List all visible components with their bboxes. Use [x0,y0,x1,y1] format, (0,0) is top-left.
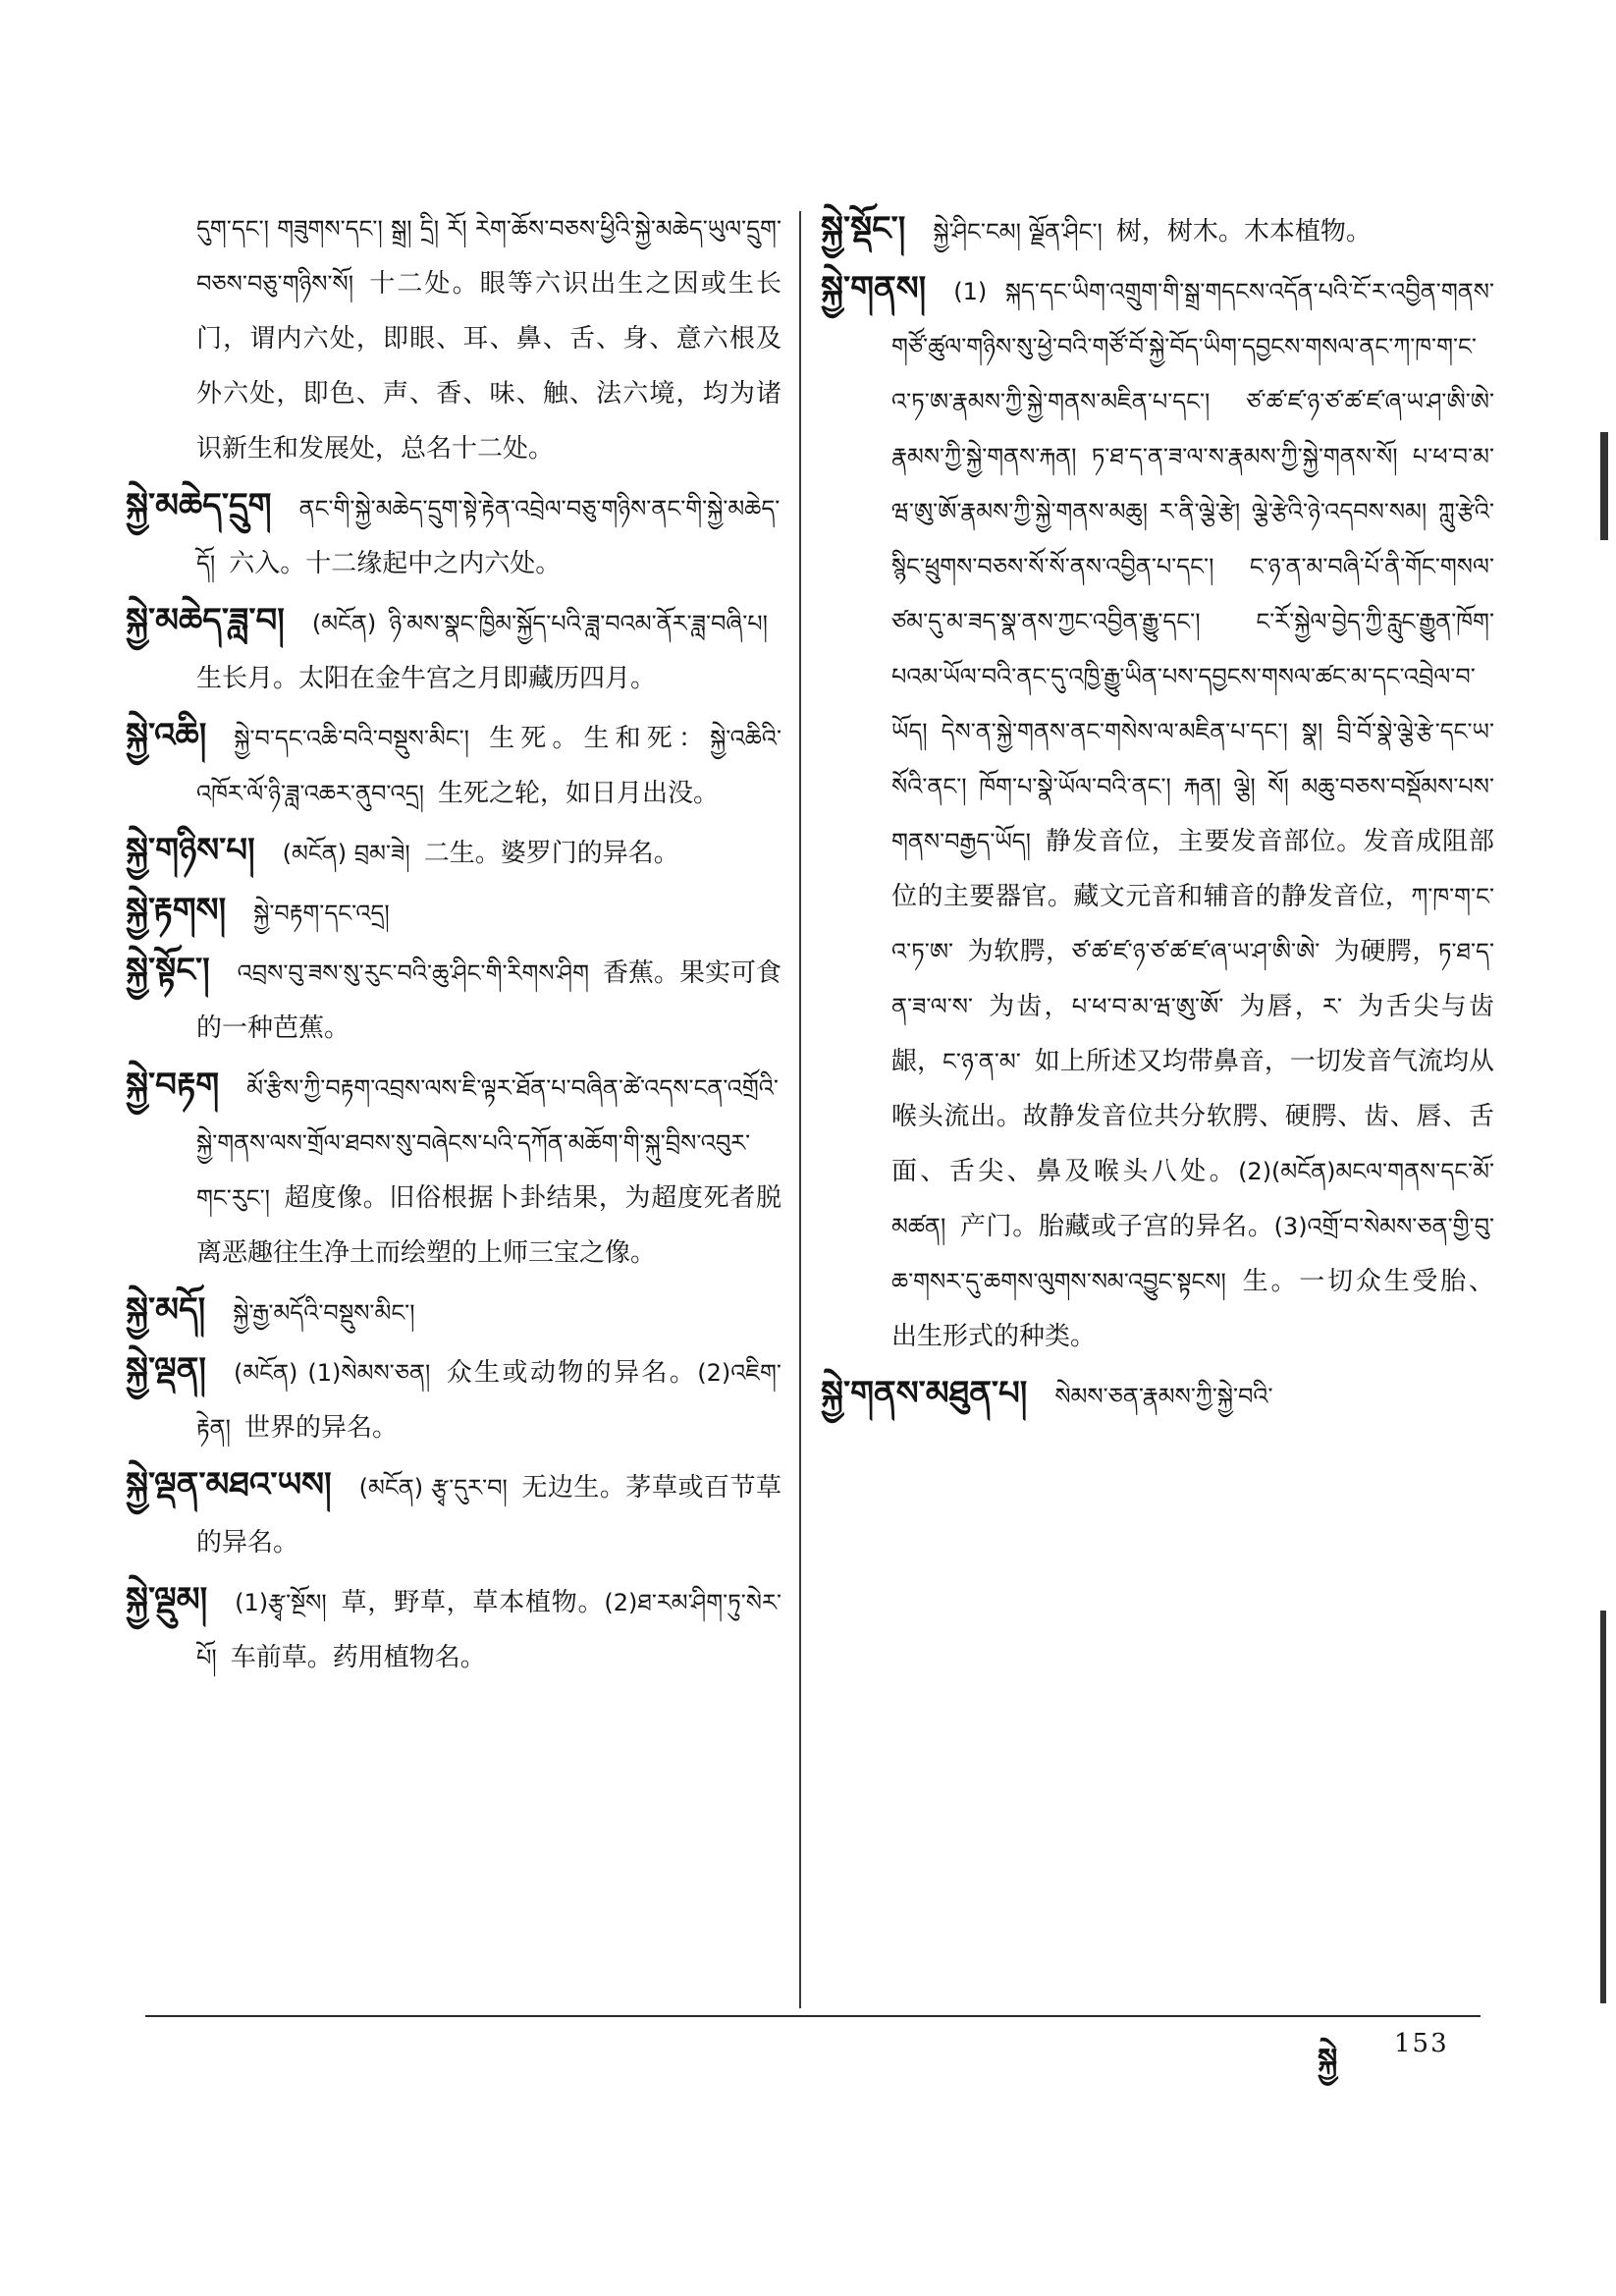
headword: སྐྱེ་མཆེད་དྲུག [126,486,272,525]
chinese-definition: 车前草。药用植物名。 [230,1643,486,1672]
margin-mark [1600,1611,1606,2003]
dictionary-entry [126,593,781,706]
chinese-definition: 十二处。眼等六识出生之因或生长门，谓内六处，即眼、耳、鼻、舌、身、意六根及外六处，即色、声、香、味、触、法六境，均为诸识新生和发展处，总名十二处。 [196,269,781,464]
chinese-definition: 生死之轮，如日月出没。 [438,779,720,808]
chinese-definition: 为软腭， [967,937,1072,966]
dictionary-entry [126,708,781,821]
tibetan-definition: སྐྱེ་བརྟག་དང་འདྲ། [253,900,390,927]
dictionary-entry [126,1342,781,1455]
dictionary-entry [126,1283,781,1340]
tibetan-definition: (1) སྐད་དང་ཡིག་འགྲུག་གི་སྒྲ་གདངས་འདོན་པའི་ངོ་ར་འབྱིན་གནས་གཙོ་ཚུལ་གཉིས་སུ་ཕྱེ་བའི་གཙོ་བོ་སྐྱེ་བོད་ཡིག་དབྱངས་གསལ་ནང་ཀ་ཁ་ག་ང་འ་ཏ་ཨ་རྣམས་ཀྱི་སྐྱེ་གནས་མཇིན་པ་དང་། ཙ་ཚ་ཛ་ཉ་ཙ་ཚ་ཛ་ཞ་ཡ་ཤ་ཨི་ཨེ་རྣམས་ཀྱི་སྐྱེ་གནས་རྐན། ཏ་ཐ་ད་ན་ཟ་ལ་ས་རྣམས་ཀྱི་སྐྱེ་གནས་སོ། པ་ཕ་བ་མ་ཝ་ཨུ་ཨོ་རྣམས་ཀྱི་སྐྱེ་གནས་མཆུ། ར་ནི་ལྕེ་རྩེ། ལྕེ་རྩེའི་ཉེ་འདབས་སམ། ཀླུ་རྩེའི་སྙིང་ཕྲུགས་བཅས་སོ་སོ་ནས་འབྱིན་པ་དང་། ང་ཉ་ན་མ་བཞི་པོ་ནི་གོང་གསལ་ཙམ་དུ་མ་ཟད་སྣ་ནས་ཀྱང་འབྱིན་རྒྱུ་དང་། ང་རོ་སྐྱེལ་བྱེད་ཀྱི་རླུང་རྒྱུན་ཁོག་པའམ་ཡོལ་བའི་ནང་དུ་འཁྱི་རྒྱུ་ཡིན་པས་དབྱངས་གསལ་ཚང་མ་དང་འབྲེལ་བ་ཡོད། དེས་ན་སྐྱེ་གནས་ནང་གསེས་ལ་མཇིན་པ་དང་། སྣ། བྲི་བོ་སྣེ་ལྕེ་རྩེ་དང་ཡ་སོའི་ནང་། ཁོག་པ་སྣེ་ཡོལ་བའི་ནང་། རྐན། ལྕེ། སོ། མཆུ་བཅས་བསྡོམས་པས་གནས་བརྒྱད་ཡོད། [891,278,1494,855]
right-column [821,201,1494,1426]
headword: སྐྱེ་གནས། [821,269,927,308]
tibetan-definition: སྐྱེ་བ་དང་འཆི་བའི་བསྡུས་མིང་། [234,725,469,752]
headword: སྐྱེ་མདོ། [126,1290,206,1330]
tibetan-definition: ནང་གི་སྐྱེ་མཆེད་དྲུག་སྟེ་རྟེན་འབྲེལ་བཅུ་གཉིས་ནང་གི་སྐྱེ་མཆེད་དོ། [196,495,781,577]
page-number: 153 [1394,2029,1449,2058]
tibetan-definition: མོ་རྩིས་ཀྱི་བརྟག་འབྲས་ལས་ཇི་ལྟར་ཐོན་པ་བཞིན་ཚེ་འདས་ངན་འགྲོའི་སྐྱེ་གནས་ལས་གྲོལ་ཐབས་སུ་བཞེངས་པའི་དཀོན་མཆོག་གི་སྐུ་བྲིས་འབུར་གང་རུང་། [196,1074,779,1212]
chinese-definition: 为唇， [1237,992,1323,1021]
dictionary-entry [126,1457,781,1570]
headword: སྐྱེ་མཆེད་ཟླ་བ། [126,601,285,640]
chinese-definition: 生长月。太阳在金牛宫之月即藏历四月。 [196,664,657,693]
tibetan-definition: (མངོན) བྲམ་ཟེ། [282,840,410,867]
tibetan-definition: (མངོན) རྩྭ་དུར་བ། [358,1474,508,1502]
tibetan-definition: སྐྱེ་རྒྱ་མདོའི་བསྡུས་མིང་། [233,1299,415,1327]
tibetan-definition: ར་ [1322,993,1343,1020]
chinese-definition: 草，野草，草本植物。 [340,1588,605,1617]
chinese-definition: 生。一切众生受胎、出生形式的种类。 [891,1267,1494,1351]
headword: སྐྱེ་སྟོང་། [126,951,210,990]
headword: སྐྱེ་གཉིས་པ། [126,831,255,870]
tibetan-definition: ཙ་ཚ་ཛ་ཉ་ཙ་ཚ་ཛ་ཞ་ཡ་ཤ་ཨི་ཨེ་ [1071,938,1320,965]
tibetan-definition: (2)ཐ་རམ་ཤིག་ཏུ་སེར་པོ། [196,1589,781,1671]
tibetan-definition: (མངོན) (1)སེམས་ཅན། [233,1359,431,1387]
tibetan-definition: ཀ་ཁ་ག་ང་འ་ཏ་ཨ་ [891,883,1494,965]
tibetan-definition: (2)འཇིག་རྟེན། [196,1359,781,1442]
headword: སྐྱེ་ལྡན། [126,1350,206,1390]
tibetan-definition: སྐྱེ་ཤིང་ངམ། ལྗོན་ཤིང་། [933,218,1103,246]
tibetan-definition: སྐྱེ་འཆིའི་འཁོར་ལོ་ཉི་ཟླ་འཆར་ནུབ་འདྲ། [196,725,781,807]
headword: སྐྱེ་བརྟག [126,1066,220,1105]
dictionary-entry [126,1572,781,1685]
tibetan-definition: (2)(མངོན)མངལ་གནས་དང་མོ་མཚན། [891,1158,1494,1240]
chinese-definition: 众生或动物的异名。 [444,1358,698,1388]
dictionary-entry [126,478,781,591]
chinese-definition: 为齿， [986,992,1072,1021]
tibetan-definition: དུག་དང་། གཟུགས་དང་། སྒྲ། དྲི། རོ། རེག་ཆོས་བཅས་ཕྱིའི་སྐྱེ་མཆེད་ཡུལ་དྲུག་བཅས་བཅུ་གཉིས་སོ། [196,215,781,298]
chinese-definition: 六入。十二缘起中之内六处。 [229,549,562,578]
headword: སྐྱེ་གནས་མཐུན་པ། [821,1374,1028,1413]
dictionary-entry [126,823,781,881]
dictionary-entry [821,201,1494,259]
tibetan-definition: ང་ཉ་ན་མ་ [943,1048,1021,1075]
tibetan-definition: (མངོན) ཉི་མས་སྣང་ཁྱིམ་སྐྱོད་པའི་ཟླ་བའམ་ནོར་ཟླ་བཞི་པ། [311,610,768,637]
chinese-definition: 静发音位，主要发音部位。发音成阻部位的主要器官。藏文元音和辅音的静发音位， [891,827,1494,911]
tibetan-definition: ཏ་ཐ་ད་ན་ཟ་ལ་ས་ [891,938,1494,1020]
tibetan-definition: (3)འགྲོ་བ་སེམས་ཅན་གྱི་བུ་ཆ་གསར་དུ་ཆགས་ལུགས་སམ་འབྱུང་སྟངས། [891,1213,1494,1295]
headword: སྐྱེ་ལྡན་མཐའ་ཡས། [126,1465,332,1504]
chinese-definition: 为舌尖与齿龈， [891,992,1494,1076]
left-column [126,201,781,1687]
footer-rule [145,2015,1481,2017]
dictionary-entry [126,943,781,1056]
headword: སྐྱེ་ལྡུམ། [126,1580,208,1619]
column-divider [799,211,801,2008]
chinese-definition: 世界的异名。 [243,1413,398,1443]
running-head: སྐྱེ [1318,2043,1338,2077]
chinese-definition: 香蕉。果实可食的一种芭蕉。 [196,958,781,1043]
margin-mark [1600,432,1608,540]
chinese-definition: 为硬腭， [1333,937,1438,966]
tibetan-definition: སེམས་ཅན་རྣམས་ཀྱི་སྐྱེ་བའི་ [1054,1383,1273,1410]
chinese-definition: 产门。胎藏或子宫的异名。 [959,1212,1274,1241]
chinese-definition: 无边生。茅草或百节草的异名。 [196,1473,781,1558]
headword: སྐྱེ་འཆི། [126,716,207,755]
entry-continuation [126,201,781,476]
chinese-definition: 树，树木。木本植物。 [1115,217,1372,246]
chinese-definition: 二生。婆罗门的异名。 [423,839,679,868]
chinese-definition: 超度像。旧俗根据卜卦结果，为超度死者脱离恶趣往生净土而绘塑的上师三宝之像。 [196,1183,781,1268]
tibetan-definition: པ་ཕ་བ་མ་ཝ་ཨུ་ཨོ་ [1071,993,1224,1020]
headword: སྐྱེ་སྡོང་། [821,209,906,248]
chinese-definition: 如上所述又均带鼻音，一切发音气流均从喉头流出。故静发音位共分软腭、硬腭、齿、唇、舌面、舌尖、鼻及喉头八处。 [891,1047,1494,1186]
tibetan-definition: འབྲས་བུ་ཟས་སུ་རུང་བའི་ཆུ་ཤིང་གི་རིགས་ཤིག [237,959,589,987]
dictionary-entry [126,883,781,941]
dictionary-entry [126,1058,781,1281]
headword: སྐྱེ་རྟགས། [126,891,227,930]
dictionary-entry [821,1366,1494,1424]
tibetan-definition: (1)རྩྭ་སྔོས། [235,1589,327,1616]
dictionary-entry [821,261,1494,1364]
chinese-definition: 生死。生和死： [482,724,711,753]
